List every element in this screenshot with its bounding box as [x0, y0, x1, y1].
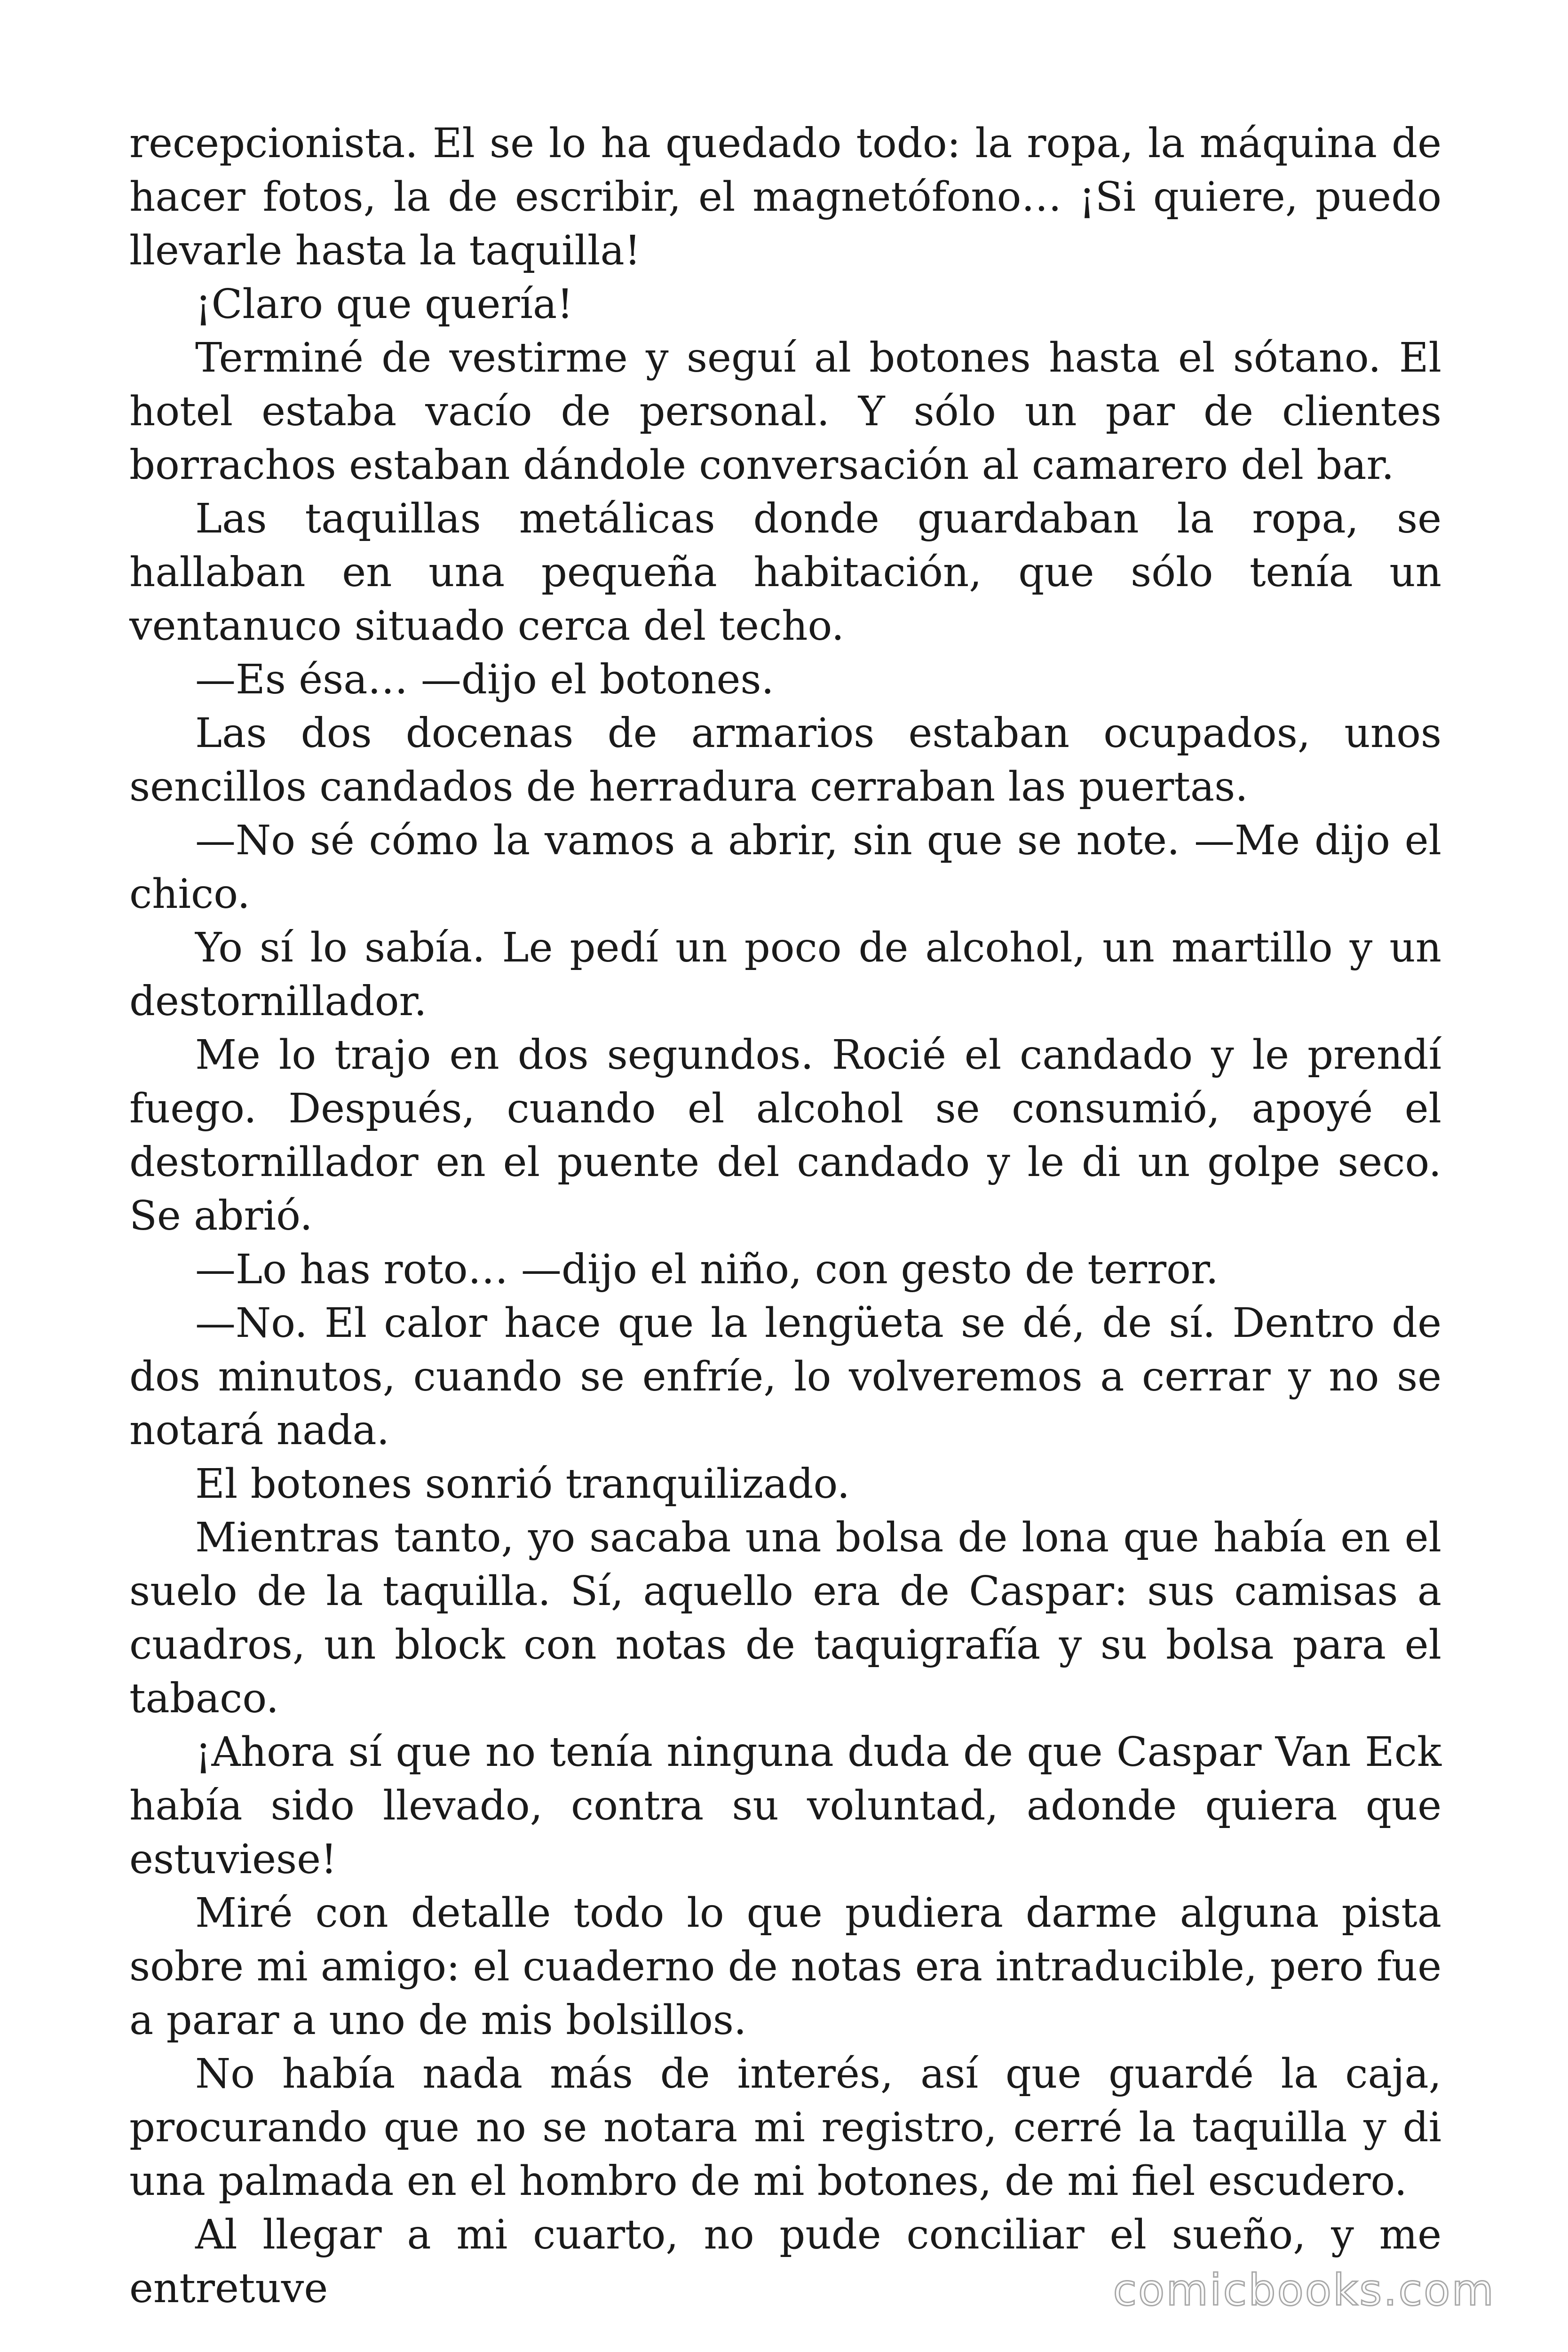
paragraph-3: Terminé de vestirme y seguí al botones hasta el sótano. El hotel estaba vacío de personal. Y sólo un par de clientes borrachos estaban dándole conversación al camarero del bar.	[129, 334, 1441, 489]
paragraph-7: —No sé cómo la vamos a abrir, sin que se note. —Me dijo el chico.	[129, 817, 1441, 918]
paragraph-2: ¡Claro que quería!	[195, 281, 573, 328]
page-body	[129, 117, 1441, 2315]
paragraph-5: —Es ésa… —dijo el botones.	[195, 656, 774, 703]
paragraph-16: No había nada más de interés, así que guardé la caja, procurando que no se notara mi registro, cerré la taquilla y di una palmada en el hombro de mi botones, de mi fiel escudero.	[129, 2050, 1441, 2205]
paragraph-12: El botones sonrió tranquilizado.	[195, 1461, 850, 1508]
paragraph-13: Mientras tanto, yo sacaba una bolsa de lona que había en el suelo de la taquilla. Sí, aquello era de Caspar: sus camisas a cuadros, un block con notas de taquigrafía y su bolsa para el tabaco.	[129, 1514, 1441, 1722]
paragraph-4: Las taquillas metálicas donde guardaban la ropa, se hallaban en una pequeña habitación, que sólo tenía un ventanuco situado cerca del techo.	[129, 495, 1441, 650]
paragraph-9: Me lo trajo en dos segundos. Rocié el candado y le prendí fuego. Después, cuando el alcohol se consumió, apoyé el destornillador en el puente del candado y le di un golpe seco. Se abrió.	[129, 1032, 1441, 1240]
paragraph-1: recepcionista. El se lo ha quedado todo: la ropa, la máquina de hacer fotos, la de escribir, el magnetófono… ¡Si quiere, puedo llevarle hasta la taquilla!	[129, 120, 1441, 274]
paragraph-11: —No. El calor hace que la lengüeta se dé, de sí. Dentro de dos minutos, cuando se enfríe, lo volveremos a cerrar y no se notará nada.	[129, 1300, 1441, 1454]
paragraph-10: —Lo has roto… —dijo el niño, con gesto de terror.	[195, 1246, 1219, 1293]
paragraph-8: Yo sí lo sabía. Le pedí un poco de alcohol, un martillo y un destornillador.	[129, 924, 1441, 1025]
paragraph-14: ¡Ahora sí que no tenía ninguna duda de que Caspar Van Eck había sido llevado, contra su voluntad, adonde quiera que estuviese!	[129, 1729, 1441, 1883]
paragraph-6: Las dos docenas de armarios estaban ocupados, unos sencillos candados de herradura cerraban las puertas.	[129, 710, 1441, 810]
paragraph-17: Al llegar a mi cuarto, no pude conciliar el sueño, y me entretuve	[129, 2211, 1441, 2312]
paragraph-15: Miré con detalle todo lo que pudiera darme alguna pista sobre mi amigo: el cuaderno de notas era intraducible, pero fue a parar a uno de mis bolsillos.	[129, 1890, 1441, 2044]
watermark-logo: comicbooks.com	[1113, 2265, 1495, 2315]
